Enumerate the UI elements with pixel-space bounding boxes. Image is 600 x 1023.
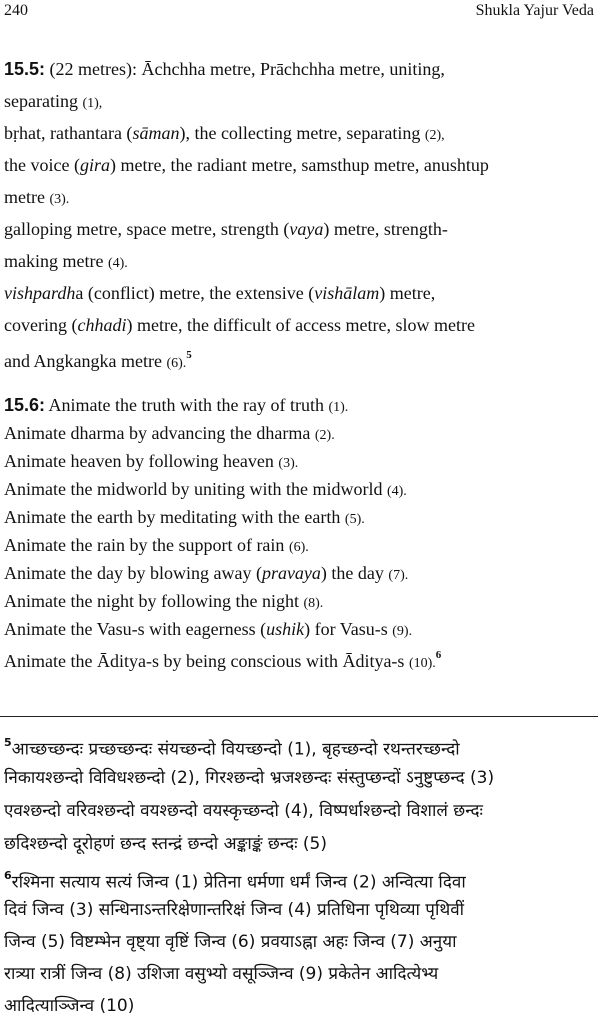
verse-text: covering (	[4, 315, 78, 335]
footnote-line	[4, 799, 483, 823]
footnote-text: छदिश्छन्दो दूरोहणं छन्द स्तन्द्रं छन्दो अङ्काङ्कं छन्दः (5)	[4, 834, 328, 854]
footnote-line	[4, 832, 327, 856]
verse-line	[4, 218, 448, 240]
verse-number: (9).	[392, 624, 413, 639]
footnote-text: आदित्याञ्जिन्व (10)	[4, 996, 135, 1016]
verse-text: Animate the midworld by uniting with the midworld	[4, 479, 383, 499]
verse-line	[4, 90, 102, 115]
verse-text: Animate the day by blowing away (	[4, 563, 262, 583]
verse-line	[4, 154, 489, 176]
verse-number: (8).	[303, 596, 324, 611]
verse-line	[4, 122, 445, 147]
verse-text: ), the collecting metre, separating	[179, 123, 421, 143]
footnote-divider	[0, 716, 598, 717]
verse-line	[4, 394, 348, 419]
verse-line	[4, 506, 365, 531]
verse-text: and Angkangka metre	[4, 351, 162, 371]
verse-line	[4, 346, 192, 375]
verse-text: Animate the Āditya-s by being conscious with Āditya-s	[4, 651, 405, 671]
verse-line	[4, 618, 412, 643]
verse-line	[4, 562, 408, 587]
verse-number: (3).	[278, 456, 299, 471]
verse-text: ) metre,	[379, 283, 436, 303]
verse-text: ) metre, the difficult of access metre, slow metre	[126, 315, 475, 335]
footnote-text: रश्मिना सत्याय सत्यं जिन्व (1) प्रेतिना धर्मणा धर्मं जिन्व (2) अन्वित्या दिवा	[11, 872, 466, 893]
verse-label: 15.5:	[4, 59, 46, 79]
verse-number: (5).	[344, 512, 365, 527]
verse-emphasis: gira	[79, 155, 110, 175]
page-header	[0, 0, 600, 26]
verse-text: the voice (	[4, 155, 80, 175]
verse-emphasis: ushik	[266, 619, 305, 639]
verse-emphasis: vishālam	[314, 283, 380, 303]
verse-line	[4, 534, 309, 559]
footnote-text: दिवं जिन्व (3) सन्धिनाऽन्तरिक्षेणान्तरिक्षं जिन्व (4) प्रतिधिना पृथिव्या पृथिवीं	[4, 900, 465, 920]
running-title: Shukla Yajur Veda	[475, 2, 594, 19]
verse-emphasis: sāman	[132, 123, 180, 143]
footnote-text: आच्छच्छन्दः प्रच्छच्छन्दः संयच्छन्दो वियच्छन्दो (1), बृहच्छन्दो रथन्तरच्छन्दो	[11, 739, 460, 760]
verse-text: ) metre, strength-	[323, 219, 448, 239]
verse-text: ) metre, the radiant metre, samsthup metre, anushtup	[109, 155, 489, 175]
footnote-ref[interactable]: 6	[435, 649, 442, 661]
footnote-text: रात्र्या रात्रीं जिन्व (8) उशिजा वसुभ्यो वसूञ्जिन्व (9) प्रकेतेन आदित्येभ्य	[4, 964, 439, 984]
verse-number: (1).	[328, 400, 349, 415]
verse-number: (4).	[386, 484, 407, 499]
verse-text: making metre	[4, 251, 104, 271]
verse-line	[4, 314, 475, 336]
verse-text: Animate the rain by the support of rain	[4, 535, 285, 555]
verse-number: (6).	[288, 540, 309, 555]
verse-number: (3).	[49, 192, 70, 207]
verse-text: metre	[4, 187, 45, 207]
verse-text: (22 metres): Āchchha metre, Prāchchha metre, uniting,	[49, 59, 445, 79]
verse-text: Animate the truth with the ray of truth	[48, 395, 324, 415]
footnote-line	[4, 962, 438, 986]
verse-emphasis: pravaya	[261, 563, 321, 583]
verse-text: galloping metre, space metre, strength (	[4, 219, 290, 239]
footnote-line	[4, 930, 456, 954]
verse-emphasis: vishpardh	[4, 283, 76, 303]
verse-number: (1),	[82, 96, 103, 111]
verse-line	[4, 250, 128, 275]
verse-line	[4, 186, 69, 211]
verse-line	[4, 646, 441, 675]
footnote-text: जिन्व (5) विष्टम्भेन वृष्ट्या वृष्टिं जिन्व (6) प्रवयाऽह्ना अहः जिन्व (7) अनुया	[4, 932, 457, 952]
footnote-line	[4, 866, 466, 895]
verse-number: (4).	[107, 256, 128, 271]
verse-text: Animate the Vasu-s with eagerness (	[4, 619, 267, 639]
verse-line	[4, 58, 445, 80]
verse-text: Animate heaven by following heaven	[4, 451, 274, 471]
footnote-ref[interactable]: 5	[186, 349, 192, 361]
verse-emphasis: vaya	[289, 219, 324, 239]
footnote-line	[4, 898, 464, 922]
verse-text: Animate the night by following the night	[4, 591, 299, 611]
verse-line	[4, 422, 335, 447]
verse-text: ) for Vasu-s	[304, 619, 388, 639]
footnote-marker: 5	[4, 736, 12, 749]
verse-line	[4, 282, 435, 304]
verse-number: (2).	[314, 428, 335, 443]
verse-number: (6).	[166, 356, 187, 371]
verse-text: bṛhat, rathantara (	[4, 123, 133, 143]
verse-text: Animate dharma by advancing the dharma	[4, 423, 311, 443]
page-number: 240	[4, 2, 28, 19]
footnote-text: एवश्छन्दो वरिवश्छन्दो वयश्छन्दो वयस्कृच्छन्दो (4), विष्पर्धाश्छन्दो विशालं छन्दः	[4, 801, 483, 821]
verse-text: separating	[4, 91, 78, 111]
verse-text: a (conflict) metre, the extensive (	[75, 283, 315, 303]
verse-label: 15.6:	[4, 395, 46, 415]
footnote-text: निकायश्छन्दो विविधश्छन्दो (2), गिरश्छन्दो भ्रजश्छन्दः संस्तुप्छन्दों ऽनुष्टुप्छन्द (3)	[4, 768, 495, 788]
verse-line	[4, 590, 323, 615]
verse-text: ) the day	[320, 563, 384, 583]
footnote-line	[4, 766, 494, 790]
footnote-marker: 6	[4, 869, 12, 882]
verse-number: (2),	[424, 128, 445, 143]
footnote-line	[4, 994, 134, 1018]
verse-text: Animate the earth by meditating with the earth	[4, 507, 341, 527]
verse-number: (10).	[408, 656, 436, 671]
verse-emphasis: chhadi	[77, 315, 127, 335]
verse-number: (7).	[388, 568, 409, 583]
footnote-line	[4, 733, 460, 762]
verse-line	[4, 478, 407, 503]
verse-line	[4, 450, 298, 475]
